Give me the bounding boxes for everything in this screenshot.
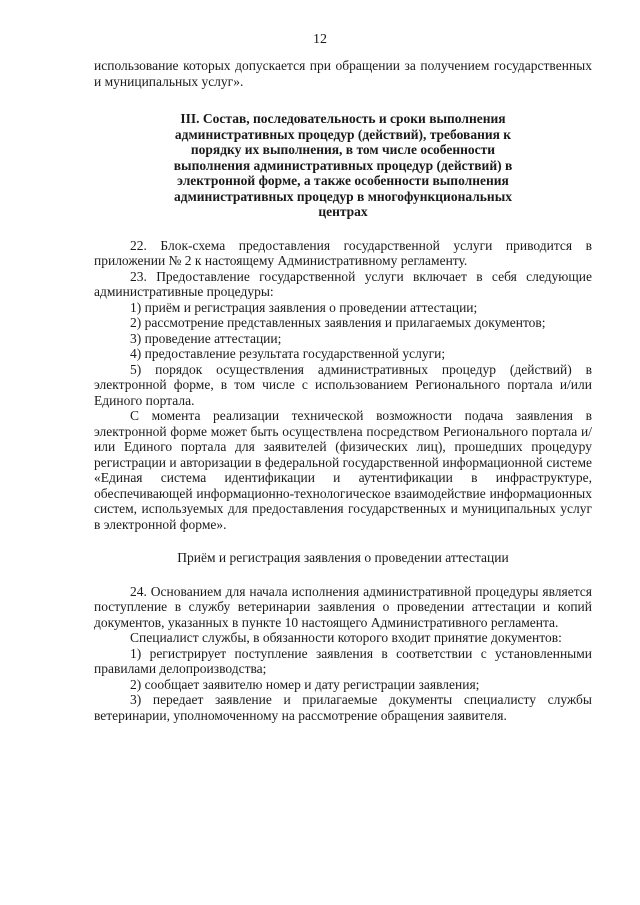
section-heading: III. Состав, последовательность и сроки выполнения административных процедур (действий), требования к порядку их выполнения, в том числе особенности выполнения административных процедур (действий) в электронной форме, а также особенности выполнения административных процедур в многофункциональных центрах [173, 111, 513, 219]
paragraph-23-note: С момента реализации технической возможности подача заявления в электронной форме может быть осуществлена посредством Регионального портала и/или Единого портала для заявителей (физических лиц), прошедших процедуру регистрации и авторизации в федеральной государственной информационной системе «Единая система идентификации и аутентификации в инфраструктуре, обеспечивающей информационно-технологическое взаимодействие информационных систем, используемых для предоставления государственных и муниципальных услуг в электронной форме». [94, 408, 592, 532]
list-item: 2) сообщает заявителю номер и дату регистрации заявления; [130, 676, 480, 692]
paragraph-22: 22. Блок-схема предоставления государственной услуги приводится в приложении № 2 к настоящему Административному регламенту. [94, 237, 592, 268]
list-item: 3) передает заявление и прилагаемые документы специалисту службы ветеринарии, уполномоченному на рассмотрение обращения заявителя. [94, 692, 592, 723]
list-item: 4) предоставление результата государственной услуги; [130, 346, 446, 361]
list-item: 5) порядок осуществления административных процедур (действий) в электронной форме, в том числе с использованием Регионального портала и/или Единого портала. [94, 361, 592, 408]
sub-heading: Приём и регистрация заявления о проведении аттестации [177, 550, 509, 565]
list-item: 1) регистрирует поступление заявления в соответствии с установленными правилами делопроизводства; [94, 645, 592, 676]
intro-paragraph: использование которых допускается при обращении за получением государственных и муниципальных услуг». [94, 58, 592, 89]
paragraph-23: 23. Предоставление государственной услуги включает в себя следующие административные процедуры: [94, 268, 592, 299]
list-item: 1) приём и регистрация заявления о проведении аттестации; [130, 299, 478, 315]
paragraph-24-specialist: Специалист службы, в обязанности которого входит принятие документов: [130, 630, 562, 645]
document-body [94, 58, 592, 723]
page-number: 12 [313, 32, 327, 47]
paragraph-24: 24. Основанием для начала исполнения административной процедуры является поступление в службу ветеринарии заявления о проведении аттестации и копий документов, указанных в пункте 10 настоящего Административного регламента. [94, 583, 592, 630]
list-item: 3) проведение аттестации; [130, 330, 282, 346]
list-item: 2) рассмотрение представленных заявления и прилагаемых документов; [130, 315, 546, 330]
